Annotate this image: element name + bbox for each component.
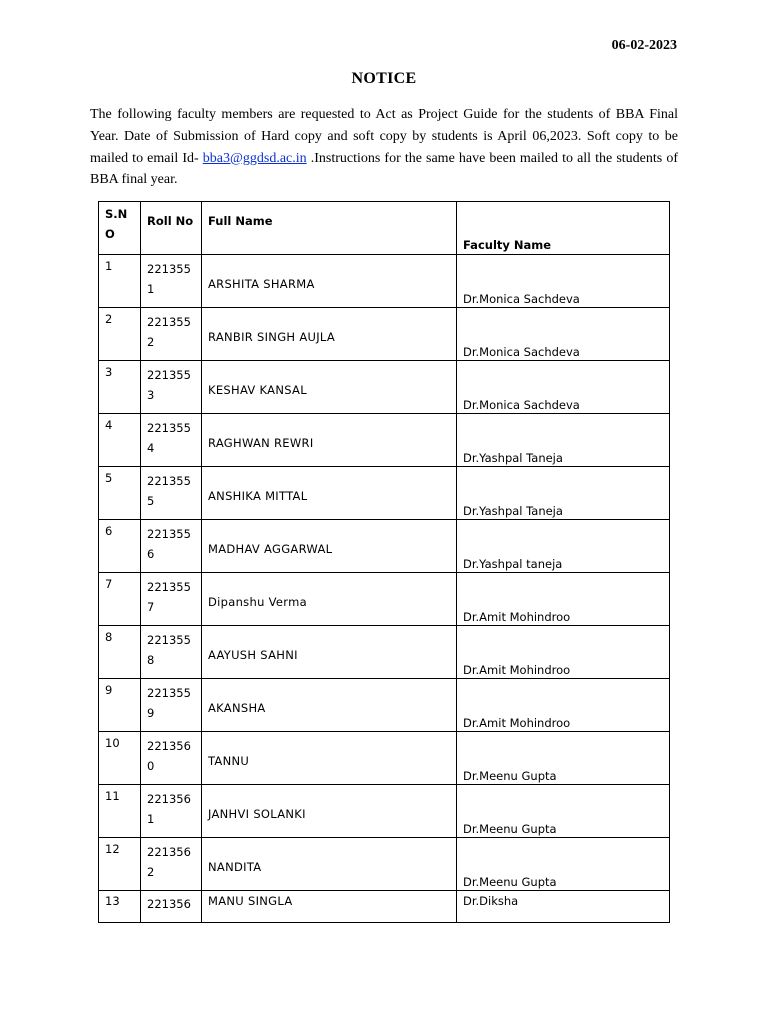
cell-full-name: KESHAV KANSAL (208, 383, 307, 397)
cell-sno: 11 (105, 789, 120, 803)
cell-faculty-name: Dr.Yashpal taneja (463, 557, 563, 571)
cell-sno: 6 (105, 524, 113, 538)
table-row (99, 573, 670, 626)
cell-faculty-name: Dr.Yashpal Taneja (463, 504, 563, 518)
cell-faculty-name: Dr.Meenu Gupta (463, 875, 557, 889)
table-row (99, 626, 670, 679)
cell-faculty-name: Dr.Amit Mohindroo (463, 663, 571, 677)
cell-roll-no: 2213556 (147, 527, 191, 561)
table-row (99, 732, 670, 785)
table-row (99, 361, 670, 414)
table-row (99, 891, 670, 923)
cell-full-name: NANDITA (208, 860, 262, 874)
cell-faculty-name: Dr.Yashpal Taneja (463, 451, 563, 465)
cell-sno: 13 (105, 894, 120, 908)
cell-full-name: AAYUSH SAHNI (208, 648, 298, 662)
cell-sno: 2 (105, 312, 113, 326)
cell-full-name: JANHVI SOLANKI (208, 807, 306, 821)
cell-sno: 5 (105, 471, 113, 485)
cell-sno: 4 (105, 418, 113, 432)
cell-faculty-name: Dr.Monica Sachdeva (463, 292, 580, 306)
cell-roll-no: 2213561 (147, 792, 191, 826)
cell-roll-no: 2213559 (147, 686, 191, 720)
cell-full-name: MANU SINGLA (208, 894, 293, 908)
cell-roll-no: 2213560 (147, 739, 191, 773)
email-link[interactable]: bba3@ggdsd.ac.in (202, 150, 307, 166)
cell-roll-no: 2213554 (147, 421, 191, 455)
cell-faculty-name: Dr.Monica Sachdeva (463, 398, 580, 412)
table-row (99, 308, 670, 361)
guide-allocation-table (98, 201, 670, 923)
cell-roll-no: 2213552 (147, 315, 191, 349)
cell-roll-no: 2213555 (147, 474, 191, 508)
cell-sno: 7 (105, 577, 113, 591)
cell-sno: 1 (105, 259, 113, 273)
cell-faculty-name: Dr.Monica Sachdeva (463, 345, 580, 359)
table-row (99, 838, 670, 891)
table-row (99, 467, 670, 520)
cell-full-name: MADHAV AGGARWAL (208, 542, 333, 556)
table-row (99, 679, 670, 732)
notice-date: 06-02-2023 (611, 38, 677, 53)
cell-faculty-name: Dr.Meenu Gupta (463, 822, 557, 836)
paragraph-text-start: The following faculty members are requested to Act as Project Guide for the students of BBA Final Year. Date of Submission of Hard copy and soft copy by students is April 06,2023. Soft copy to be mailed to email Id- (90, 107, 678, 166)
cell-faculty-name: Dr.Amit Mohindroo (463, 716, 571, 730)
cell-faculty-name: Dr.Diksha (463, 894, 519, 908)
cell-sno: 9 (105, 683, 113, 697)
header-roll-no: Roll No (147, 214, 194, 228)
paragraph-text-end: .Instructions for the same have been mailed to all the students of BBA final year. (90, 150, 678, 188)
cell-sno: 12 (105, 842, 120, 856)
cell-sno: 3 (105, 365, 113, 379)
table-header-row (99, 202, 670, 255)
cell-full-name: Dipanshu Verma (208, 595, 307, 609)
cell-full-name: TANNU (208, 754, 250, 768)
table-row (99, 520, 670, 573)
cell-faculty-name: Dr.Amit Mohindroo (463, 610, 571, 624)
cell-roll-no: 2213558 (147, 633, 191, 667)
cell-full-name: RAGHWAN REWRI (208, 436, 314, 450)
table-row (99, 785, 670, 838)
header-sno: S.NO (105, 207, 128, 241)
cell-roll-no: 2213557 (147, 580, 191, 614)
cell-faculty-name: Dr.Meenu Gupta (463, 769, 557, 783)
cell-full-name: RANBIR SINGH AUJLA (208, 330, 336, 344)
table-row (99, 414, 670, 467)
cell-full-name: ARSHITA SHARMA (208, 277, 315, 291)
header-full-name: Full Name (208, 214, 273, 228)
cell-full-name: AKANSHA (208, 701, 266, 715)
notice-title: NOTICE (351, 70, 417, 87)
cell-roll-no: 2213551 (147, 262, 191, 296)
cell-roll-no: 2213562 (147, 845, 191, 879)
notice-paragraph (90, 104, 678, 191)
table-row (99, 255, 670, 308)
header-faculty-name: Faculty Name (463, 238, 552, 252)
cell-full-name: ANSHIKA MITTAL (208, 489, 308, 503)
cell-sno: 10 (105, 736, 120, 750)
cell-roll-no: 2213553 (147, 368, 191, 402)
cell-roll-no: 221356 (147, 897, 191, 911)
cell-sno: 8 (105, 630, 113, 644)
